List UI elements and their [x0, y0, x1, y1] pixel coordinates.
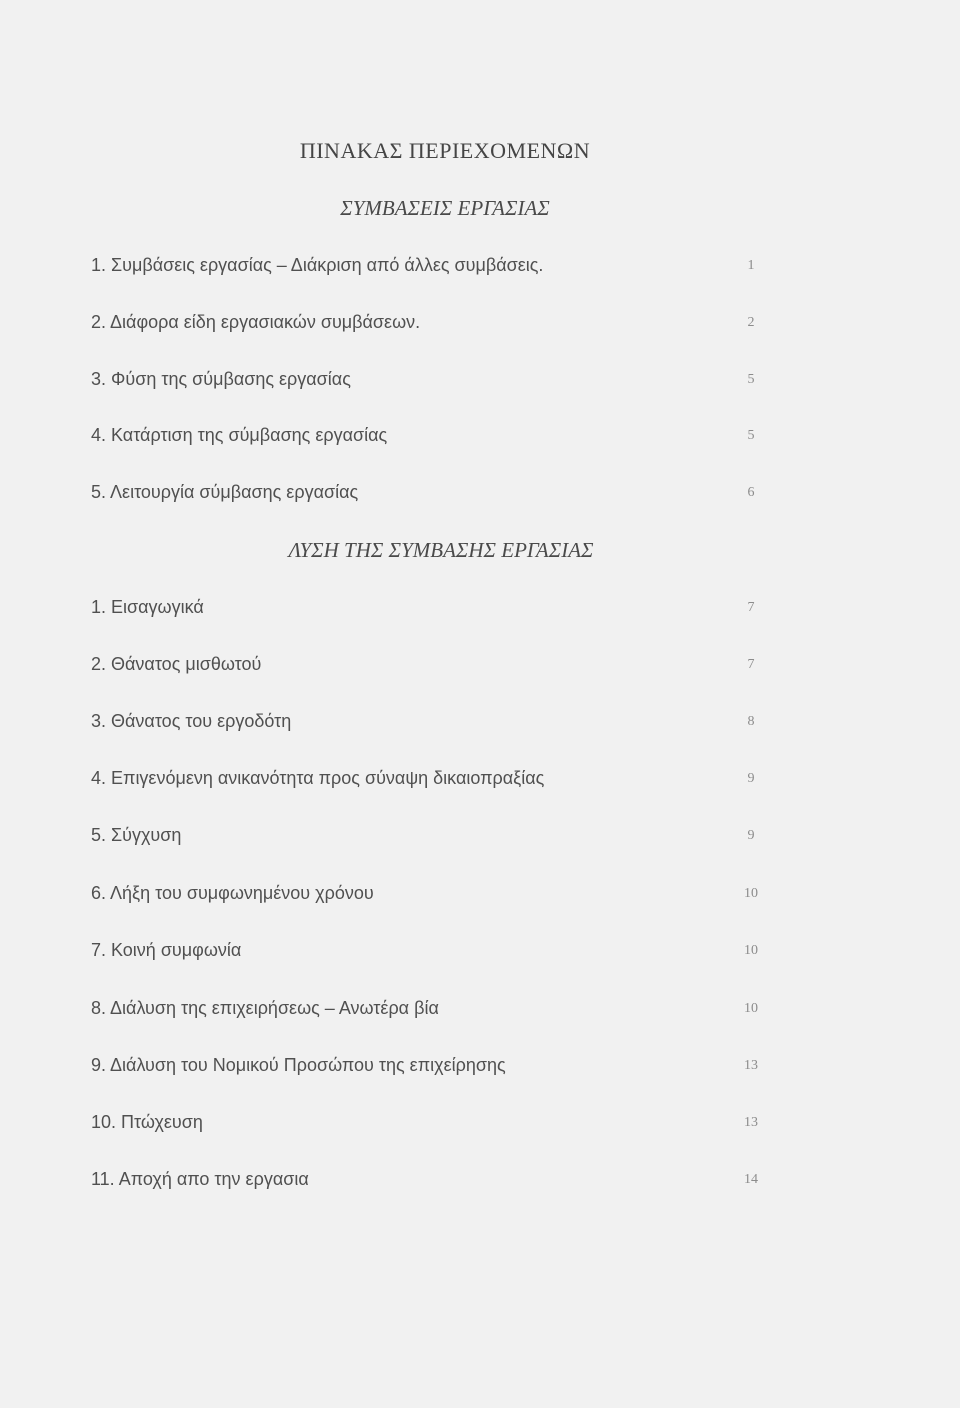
toc-entry-page: 5 [747, 428, 755, 443]
toc-entry [91, 312, 771, 340]
toc-entry-label: 11. Αποχή απο την εργασια [91, 1169, 309, 1189]
toc-entry [91, 1112, 771, 1140]
toc-entry [91, 711, 771, 739]
toc-entry-label: 5. Σύγχυση [91, 825, 182, 845]
toc-entry-page: 8 [747, 714, 755, 729]
toc-entry [91, 482, 771, 510]
toc-entry-page: 5 [747, 372, 755, 387]
toc-entry-label: 3. Θάνατος του εργοδότη [91, 711, 292, 731]
toc-entry-page: 10 [744, 886, 758, 901]
section-heading-contracts: ΣΥΜΒΑΣΕΙΣ ΕΡΓΑΣΙΑΣ [340, 196, 550, 220]
toc-entry-label: 3. Φύση της σύμβασης εργασίας [91, 369, 351, 389]
toc-entry [91, 825, 771, 853]
section-heading-termination: ΛΥΣΗ ΤΗΣ ΣΥΜΒΑΣΗΣ ΕΡΓΑΣΙΑΣ [288, 538, 594, 562]
toc-entry [91, 654, 771, 682]
toc-entry-label: 2. Διάφορα είδη εργασιακών συμβάσεων. [91, 312, 421, 332]
toc-entry-page: 10 [744, 943, 758, 958]
page-title: ΠΙΝΑΚΑΣ ΠΕΡΙΕΧΟΜΕΝΩΝ [299, 138, 591, 163]
toc-entry-page: 6 [747, 485, 755, 500]
toc-entry-label: 7. Κοινή συμφωνία [91, 940, 242, 960]
toc-entry [91, 998, 771, 1026]
toc-entry-page: 9 [747, 771, 755, 786]
toc-entry-label: 1. Συμβάσεις εργασίας – Διάκριση από άλλες συμβάσεις. [91, 255, 544, 275]
toc-entry-page: 10 [744, 1001, 758, 1016]
toc-entry [91, 425, 771, 453]
toc-entry-page: 7 [747, 657, 755, 672]
toc-entry-label: 4. Κατάρτιση της σύμβασης εργασίας [91, 425, 388, 445]
toc-entry-label: 5. Λειτουργία σύμβασης εργασίας [91, 482, 359, 502]
toc-entry [91, 768, 771, 796]
toc-entry [91, 369, 771, 397]
toc-entry-label: 10. Πτώχευση [91, 1112, 203, 1132]
toc-entry-page: 7 [747, 600, 755, 615]
toc-entry-label: 2. Θάνατος μισθωτού [91, 654, 262, 674]
toc-entry [91, 597, 771, 625]
toc-entry-page: 9 [747, 828, 755, 843]
toc-entry-page: 14 [744, 1172, 758, 1187]
toc-entry-page: 2 [747, 315, 755, 330]
toc-entry-page: 1 [747, 258, 755, 273]
toc-entry-label: 1. Εισαγωγικά [91, 597, 204, 617]
toc-entry [91, 1055, 771, 1083]
toc-entry [91, 883, 771, 911]
toc-entry-label: 6. Λήξη του συμφωνημένου χρόνου [91, 883, 374, 903]
toc-entry-label: 8. Διάλυση της επιχειρήσεως – Ανωτέρα βία [91, 998, 439, 1018]
toc-entry [91, 940, 771, 968]
toc-entry-label: 4. Επιγενόμενη ανικανότητα προς σύναψη δικαιοπραξίας [91, 768, 545, 788]
toc-entry [91, 255, 771, 283]
toc-entry [91, 1169, 771, 1197]
toc-entry-page: 13 [744, 1115, 758, 1130]
toc-entry-page: 13 [744, 1058, 758, 1073]
toc-entry-label: 9. Διάλυση του Νομικού Προσώπου της επιχείρησης [91, 1055, 506, 1075]
